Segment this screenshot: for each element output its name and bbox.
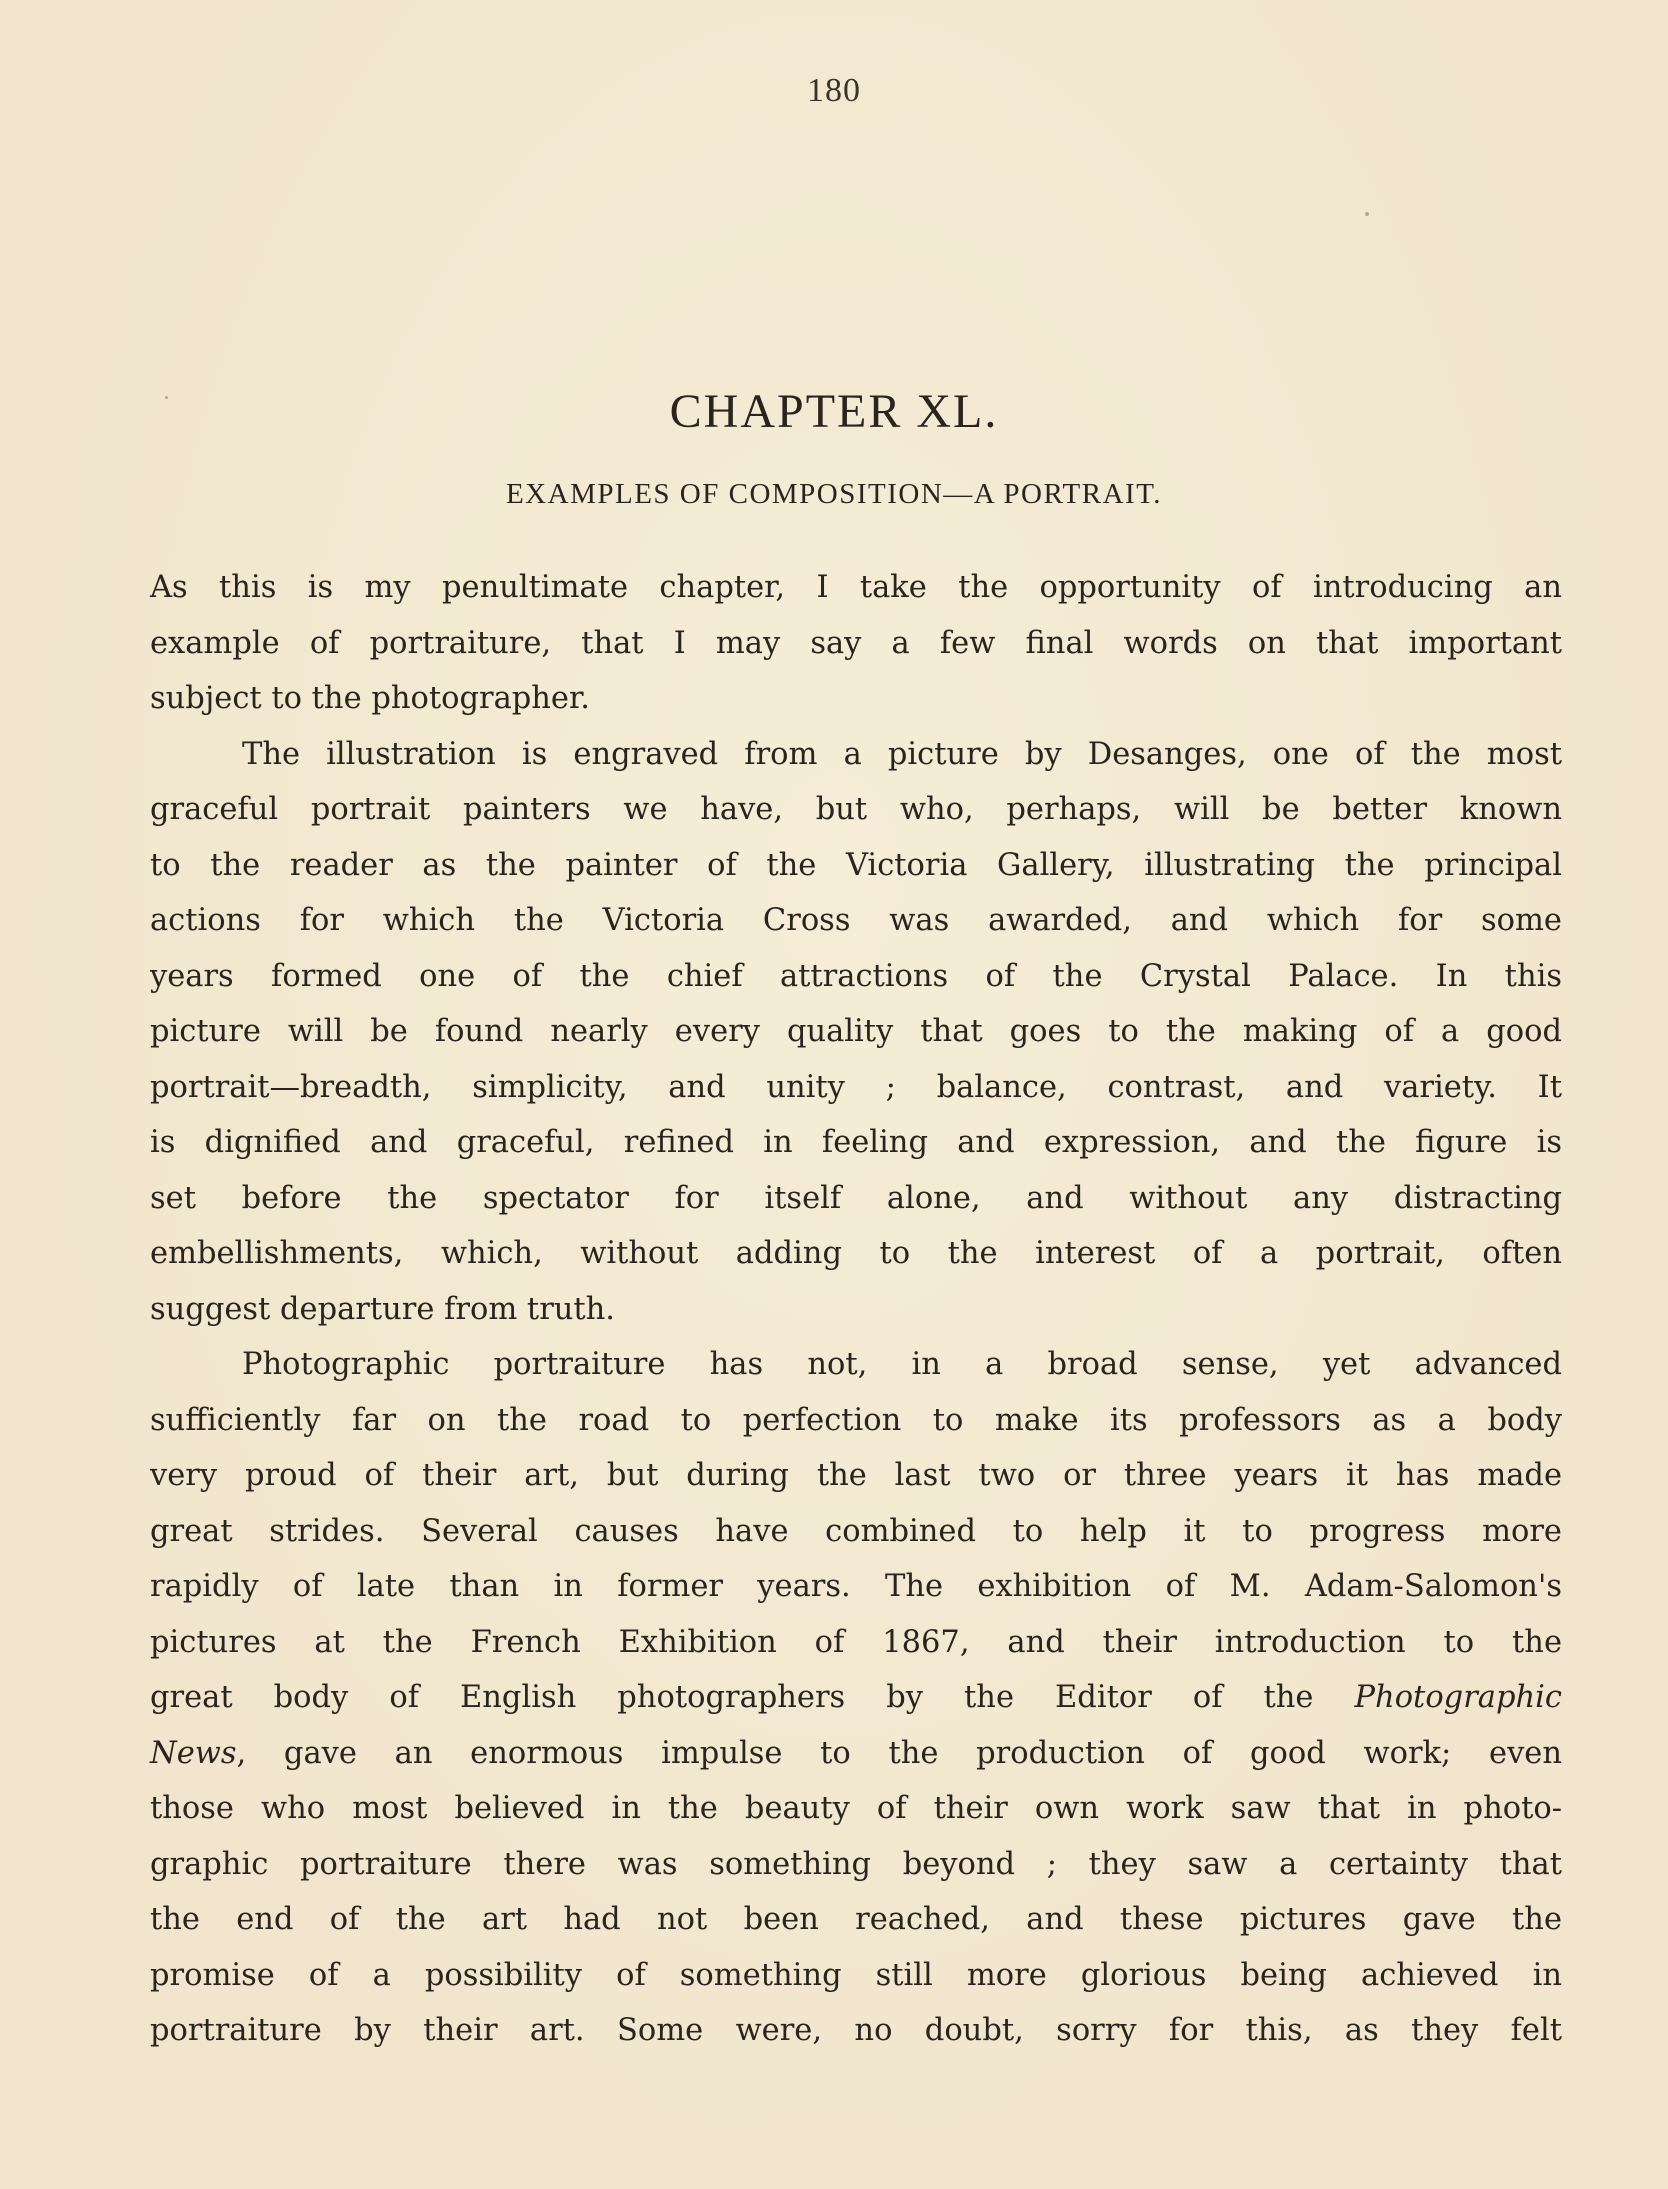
text-line: those who most believed in the beauty of their own work saw that in photo- (150, 1791, 1562, 1826)
text-segment: great body of English photographers by the Editor of the (150, 1680, 1314, 1715)
chapter-subtitle: EXAMPLES OF COMPOSITION—A PORTRAIT. (505, 478, 1163, 510)
text-line: to the reader as the painter of the Victoria Gallery, illustrating the principal (150, 847, 1562, 883)
text-line: actions for which the Victoria Cross was awarded, and which for some (150, 903, 1562, 938)
text-line: graphic portraiture there was something beyond ; they saw a certainty that (150, 1846, 1562, 1882)
text-line: promise of a possibility of something still more glorious being achieved in (150, 1957, 1562, 1993)
text-line: the end of the art had not been reached, and these pictures gave the (150, 1902, 1562, 1937)
text-line: is dignified and graceful, refined in feeling and expression, and the figure is (150, 1125, 1562, 1160)
chapter-title: CHAPTER XL. (669, 385, 999, 438)
text-line: suggest departure from truth. (150, 1291, 616, 1327)
journal-title-cont: News (150, 1735, 237, 1771)
text-line: The illustration is engraved from a picture by Desanges, one of the most (242, 736, 1562, 772)
text-line: portrait—breadth, simplicity, and unity ; balance, contrast, and variety. It (150, 1069, 1562, 1105)
text-line (150, 1670, 1562, 1726)
text-line: portraiture by their art. Some were, no doubt, sorry for this, as they felt (150, 2013, 1562, 2048)
page-number: 180 (807, 72, 861, 109)
text-line: example of portraiture, that I may say a few final words on that important (150, 625, 1562, 661)
text-line: picture will be found nearly every quality that goes to the making of a good (150, 1014, 1562, 1049)
body-text (150, 560, 1562, 2059)
text-line: rapidly of late than in former years. The exhibition of M. Adam-Salomon's (150, 1569, 1562, 1604)
text-line (150, 1726, 1562, 1782)
text-line: subject to the photographer. (150, 681, 590, 716)
text-line: pictures at the French Exhibition of 1867, and their introduction to the (150, 1624, 1562, 1660)
text-line: sufficiently far on the road to perfection to make its professors as a body (150, 1402, 1562, 1438)
paper-speck (1365, 212, 1369, 216)
text-line: graceful portrait painters we have, but who, perhaps, will be better known (150, 792, 1562, 827)
text-line: very proud of their art, but during the last two or three years it has made (150, 1458, 1562, 1493)
text-line: Photographic portraiture has not, in a broad sense, yet advanced (242, 1347, 1562, 1382)
text-line: embellishments, which, without adding to the interest of a portrait, often (150, 1236, 1562, 1271)
journal-title: Photographic (1354, 1680, 1562, 1715)
text-line: years formed one of the chief attractions of the Crystal Palace. In this (150, 958, 1562, 994)
text-segment: , gave an enormous impulse to the production of good work; even (236, 1735, 1562, 1771)
text-line: set before the spectator for itself alone, and without any distracting (150, 1180, 1562, 1216)
text-line: great strides. Several causes have combined to help it to progress more (150, 1513, 1562, 1549)
text-line: As this is my penultimate chapter, I take the opportunity of introducing an (150, 570, 1562, 605)
paper-speck (165, 396, 168, 399)
